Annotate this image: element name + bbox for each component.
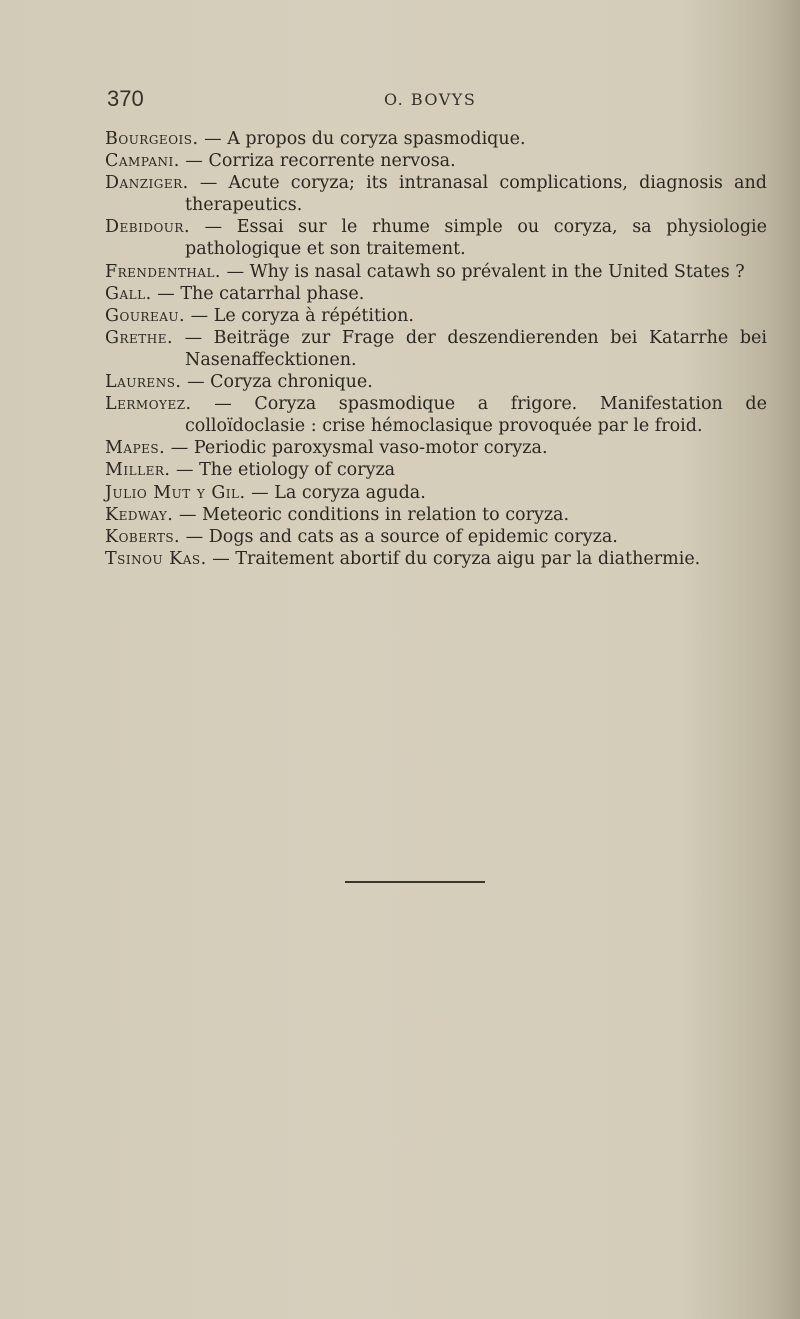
reference-title: Meteoric conditions in relation to coryza. bbox=[202, 504, 570, 525]
reference-title: Traitement abortif du coryza aigu par la diathermie. bbox=[235, 548, 701, 569]
reference-author: Bourgeois. bbox=[105, 129, 199, 149]
reference-title: Essai sur le rhume simple ou coryza, sa physiologie pathologique et son traitement. bbox=[185, 217, 767, 260]
separator-dash: — bbox=[204, 129, 222, 149]
page-header bbox=[107, 86, 767, 116]
reference-author: Lermoyez. bbox=[105, 394, 192, 415]
reference-author: Grethe. bbox=[105, 327, 174, 348]
reference-author: Laurens. bbox=[105, 372, 182, 393]
reference-author: Miller. bbox=[105, 460, 171, 481]
separator-dash: — bbox=[157, 283, 175, 304]
separator-dash: — bbox=[226, 261, 245, 282]
reference-item bbox=[105, 283, 767, 305]
reference-author: Mapes. bbox=[105, 438, 166, 459]
separator-dash: — bbox=[204, 217, 223, 238]
reference-title: A propos du coryza spasmodique. bbox=[227, 129, 526, 149]
reference-title: La coryza aguda. bbox=[274, 482, 426, 503]
reference-item bbox=[105, 305, 767, 327]
reference-author: Kedway. bbox=[105, 504, 174, 525]
reference-item bbox=[105, 150, 767, 172]
reference-item bbox=[105, 172, 767, 216]
section-divider-rule bbox=[345, 881, 485, 883]
reference-item bbox=[105, 548, 767, 570]
running-head: O. BOVYS bbox=[384, 90, 477, 109]
reference-author: Frendenthal. bbox=[105, 261, 221, 282]
reference-author: Julio Mut y Gil. bbox=[105, 482, 246, 503]
separator-dash: — bbox=[190, 305, 209, 326]
reference-item bbox=[105, 393, 767, 437]
separator-dash: — bbox=[170, 438, 189, 459]
separator-dash: — bbox=[199, 173, 218, 194]
page-number: 370 bbox=[107, 86, 144, 111]
reference-title: Corriza recorrente nervosa. bbox=[208, 151, 456, 172]
reference-title: Coryza chronique. bbox=[210, 372, 373, 393]
separator-dash: — bbox=[251, 482, 269, 503]
reference-title: The etiology of coryza bbox=[199, 460, 396, 481]
reference-item bbox=[105, 459, 767, 481]
reference-author: Koberts. bbox=[105, 526, 181, 547]
reference-item bbox=[105, 504, 767, 526]
reference-title: Acute coryza; its intranasal complications, diagnosis and therapeutics. bbox=[185, 173, 767, 216]
reference-author: Gall. bbox=[105, 283, 152, 304]
separator-dash: — bbox=[176, 460, 194, 481]
reference-item bbox=[105, 261, 767, 283]
separator-dash: — bbox=[185, 526, 204, 547]
reference-title: Dogs and cats as a source of epidemic coryza. bbox=[208, 526, 618, 547]
reference-item bbox=[105, 526, 767, 548]
reference-title: Le coryza à répétition. bbox=[213, 305, 414, 326]
separator-dash: — bbox=[185, 151, 203, 172]
reference-item bbox=[105, 437, 767, 459]
separator-dash: — bbox=[184, 327, 203, 348]
reference-item bbox=[105, 327, 767, 371]
reference-title: Why is nasal catawh so prévalent in the United States ? bbox=[249, 261, 745, 282]
separator-dash: — bbox=[178, 504, 197, 525]
separator-dash: — bbox=[187, 372, 205, 393]
reference-author: Goureau. bbox=[105, 305, 186, 326]
reference-item bbox=[105, 482, 767, 504]
reference-item bbox=[105, 371, 767, 393]
reference-author: Tsinou Kas. bbox=[105, 548, 207, 569]
reference-author: Danziger. bbox=[105, 173, 189, 194]
reference-item bbox=[105, 128, 767, 150]
reference-title: Periodic paroxysmal vaso-motor coryza. bbox=[193, 438, 548, 459]
separator-dash: — bbox=[214, 394, 232, 415]
reference-list bbox=[105, 128, 767, 570]
reference-title: Beiträge zur Frage der deszendierenden bei Katarrhe bei Nasenaffecktionen. bbox=[185, 327, 767, 370]
reference-title: Coryza spasmodique a frigore. Manifestation de colloïdoclasie : crise hémoclasique provoquée par le froid. bbox=[185, 394, 767, 437]
reference-author: Debidour. bbox=[105, 217, 191, 238]
reference-author: Campani. bbox=[105, 151, 180, 172]
reference-item bbox=[105, 216, 767, 260]
separator-dash: — bbox=[212, 548, 230, 569]
reference-title: The catarrhal phase. bbox=[180, 283, 365, 304]
